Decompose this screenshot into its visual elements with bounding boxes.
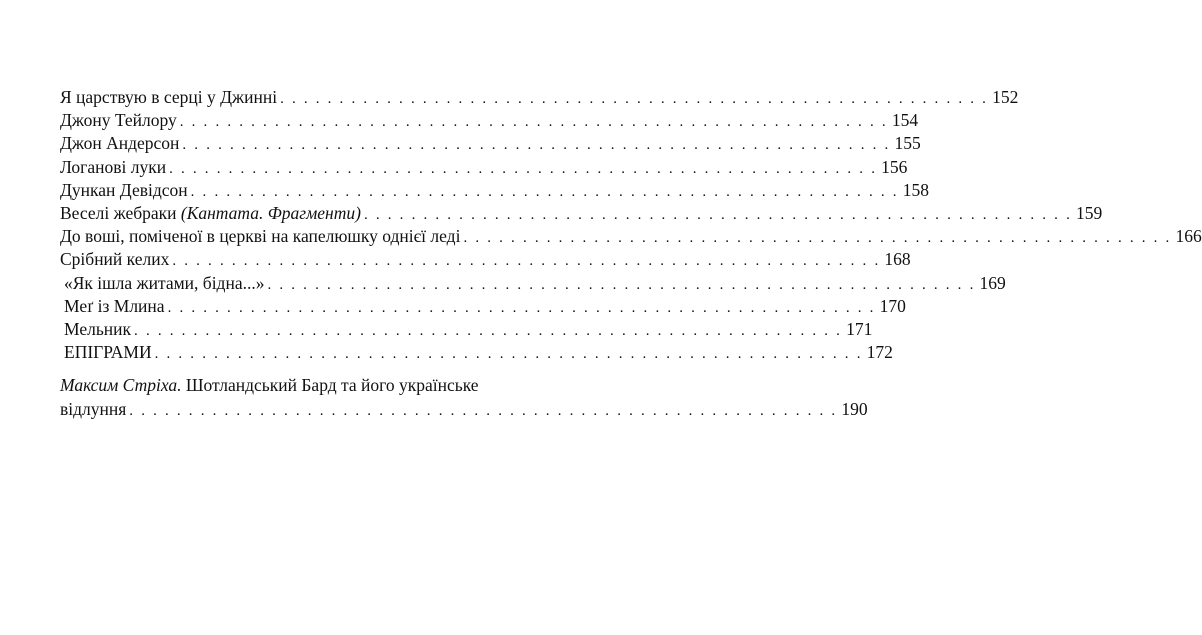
toc-entry-subtitle: (Кантата. Фрагменти) xyxy=(180,202,361,223)
toc-entry-title: Дункан Девідсон xyxy=(60,179,188,200)
leader-dots: . . . . . . . . . . . . . . . . . . . . . . . . . . . . . . . . . . . . . . . . . . . . . . . . . . . . . . . . . . . . xyxy=(280,91,989,107)
toc-entry xyxy=(60,202,1103,225)
afterword-title-cont: відлуння xyxy=(60,399,127,419)
leader-dots: . . . . . . . . . . . . . . . . . . . . . . . . . . . . . . . . . . . . . . . . . . . . . . . . . . . . . . . . . . . . xyxy=(190,183,899,200)
toc-entry-page: 159 xyxy=(1076,202,1103,223)
table-of-contents xyxy=(60,86,1202,364)
leader-dots: . . . . . . . . . . . . . . . . . . . . . . . . . . . . . . . . . . . . . . . . . . . . . . . . . . . . . . . . . . . . xyxy=(463,230,1172,247)
toc-entry-page: 158 xyxy=(902,179,929,200)
toc-entry xyxy=(60,156,908,179)
leader-dots: . . . . . . . . . . . . . . . . . . . . . . . . . . . . . . . . . . . . . . . . . . . . . . . . . . . . . . . . . . . . xyxy=(363,206,1073,223)
leader-dots: . . . . . . . . . . . . . . . . . . . . . . . . . . . . . . . . . . . . . . . . . . . . . . . . . . . . . . . . . . . . xyxy=(129,403,838,419)
toc-entry xyxy=(60,225,1202,248)
toc-entry-page: 171 xyxy=(846,318,873,339)
toc-entry-page: 170 xyxy=(879,295,906,316)
leader-dots: . . . . . . . . . . . . . . . . . . . . . . . . . . . . . . . . . . . . . . . . . . . . . . . . . . . . . . . . . . . . xyxy=(172,253,881,270)
leader-dots: . . . . . . . . . . . . . . . . . . . . . . . . . . . . . . . . . . . . . . . . . . . . . . . . . . . . . . . . . . . . xyxy=(134,322,843,339)
afterword-line-2 xyxy=(60,398,868,421)
leader-dots: . . . . . . . . . . . . . . . . . . . . . . . . . . . . . . . . . . . . . . . . . . . . . . . . . . . . . . . . . . . . xyxy=(179,114,888,131)
leader-dots: . . . . . . . . . . . . . . . . . . . . . . . . . . . . . . . . . . . . . . . . . . . . . . . . . . . . . . . . . . . . xyxy=(169,160,878,177)
leader-dots: . . . . . . . . . . . . . . . . . . . . . . . . . . . . . . . . . . . . . . . . . . . . . . . . . . . . . . . . . . . . xyxy=(167,299,876,316)
afterword-author: Максим Стріха. xyxy=(60,375,182,395)
afterword-line-1 xyxy=(60,373,551,398)
toc-entry-title: Я царствую в серці у Джинні xyxy=(60,87,278,107)
leader-dots: . . . . . . . . . . . . . . . . . . . . . . . . . . . . . . . . . . . . . . . . . . . . . . . . . . . . . . . . . . . . xyxy=(267,276,976,293)
toc-entry-page: 168 xyxy=(884,249,911,270)
toc-entry-title-main: Веселі жебраки xyxy=(60,202,181,223)
leader-dots: . . . . . . . . . . . . . . . . . . . . . . . . . . . . . . . . . . . . . . . . . . . . . . . . . . . . . . . . . . . . xyxy=(182,137,891,154)
toc-entry xyxy=(60,295,906,318)
toc-entry xyxy=(60,272,1006,295)
toc-entry-title: Мельник xyxy=(64,318,132,339)
toc-entry xyxy=(60,109,919,132)
afterword-entry xyxy=(60,373,868,421)
toc-entry-page: 156 xyxy=(881,156,908,177)
toc-entry-title: До воші, поміченої в церкві на капелюшку однієї леді xyxy=(60,226,461,247)
toc-entry-title: Меґ із Млина xyxy=(64,295,165,316)
toc-entry-page: 169 xyxy=(979,272,1006,293)
toc-entry-title: ЕПІГРАМИ xyxy=(64,342,152,363)
afterword-page: 190 xyxy=(841,399,868,419)
toc-entry xyxy=(60,86,1019,109)
toc-entry-title: Логанові луки xyxy=(60,156,167,177)
toc-entry xyxy=(60,132,921,155)
toc-entry-page: 154 xyxy=(891,110,919,131)
toc-entry-title: «Як ішла житами, бідна...» xyxy=(64,272,265,293)
toc-entry-page: 172 xyxy=(866,342,893,363)
toc-entry-title xyxy=(60,202,361,225)
toc-entry-page: 152 xyxy=(992,87,1019,107)
afterword-title: Шотландський Бард та його українське xyxy=(181,375,479,395)
toc-entry xyxy=(60,318,873,341)
toc-entry-page: 155 xyxy=(894,133,921,154)
toc-entry xyxy=(60,179,929,202)
toc-entry xyxy=(60,248,911,271)
toc-entry-page: 166 xyxy=(1175,226,1202,247)
toc-entry-title: Срібний келих xyxy=(60,249,170,270)
leader-dots: . . . . . . . . . . . . . . . . . . . . . . . . . . . . . . . . . . . . . . . . . . . . . . . . . . . . . . . . . . . . xyxy=(154,346,863,363)
toc-entry-title: Джон Андерсон xyxy=(60,133,180,154)
toc-entry-title: Джону Тейлору xyxy=(60,110,177,131)
toc-entry xyxy=(60,341,893,364)
